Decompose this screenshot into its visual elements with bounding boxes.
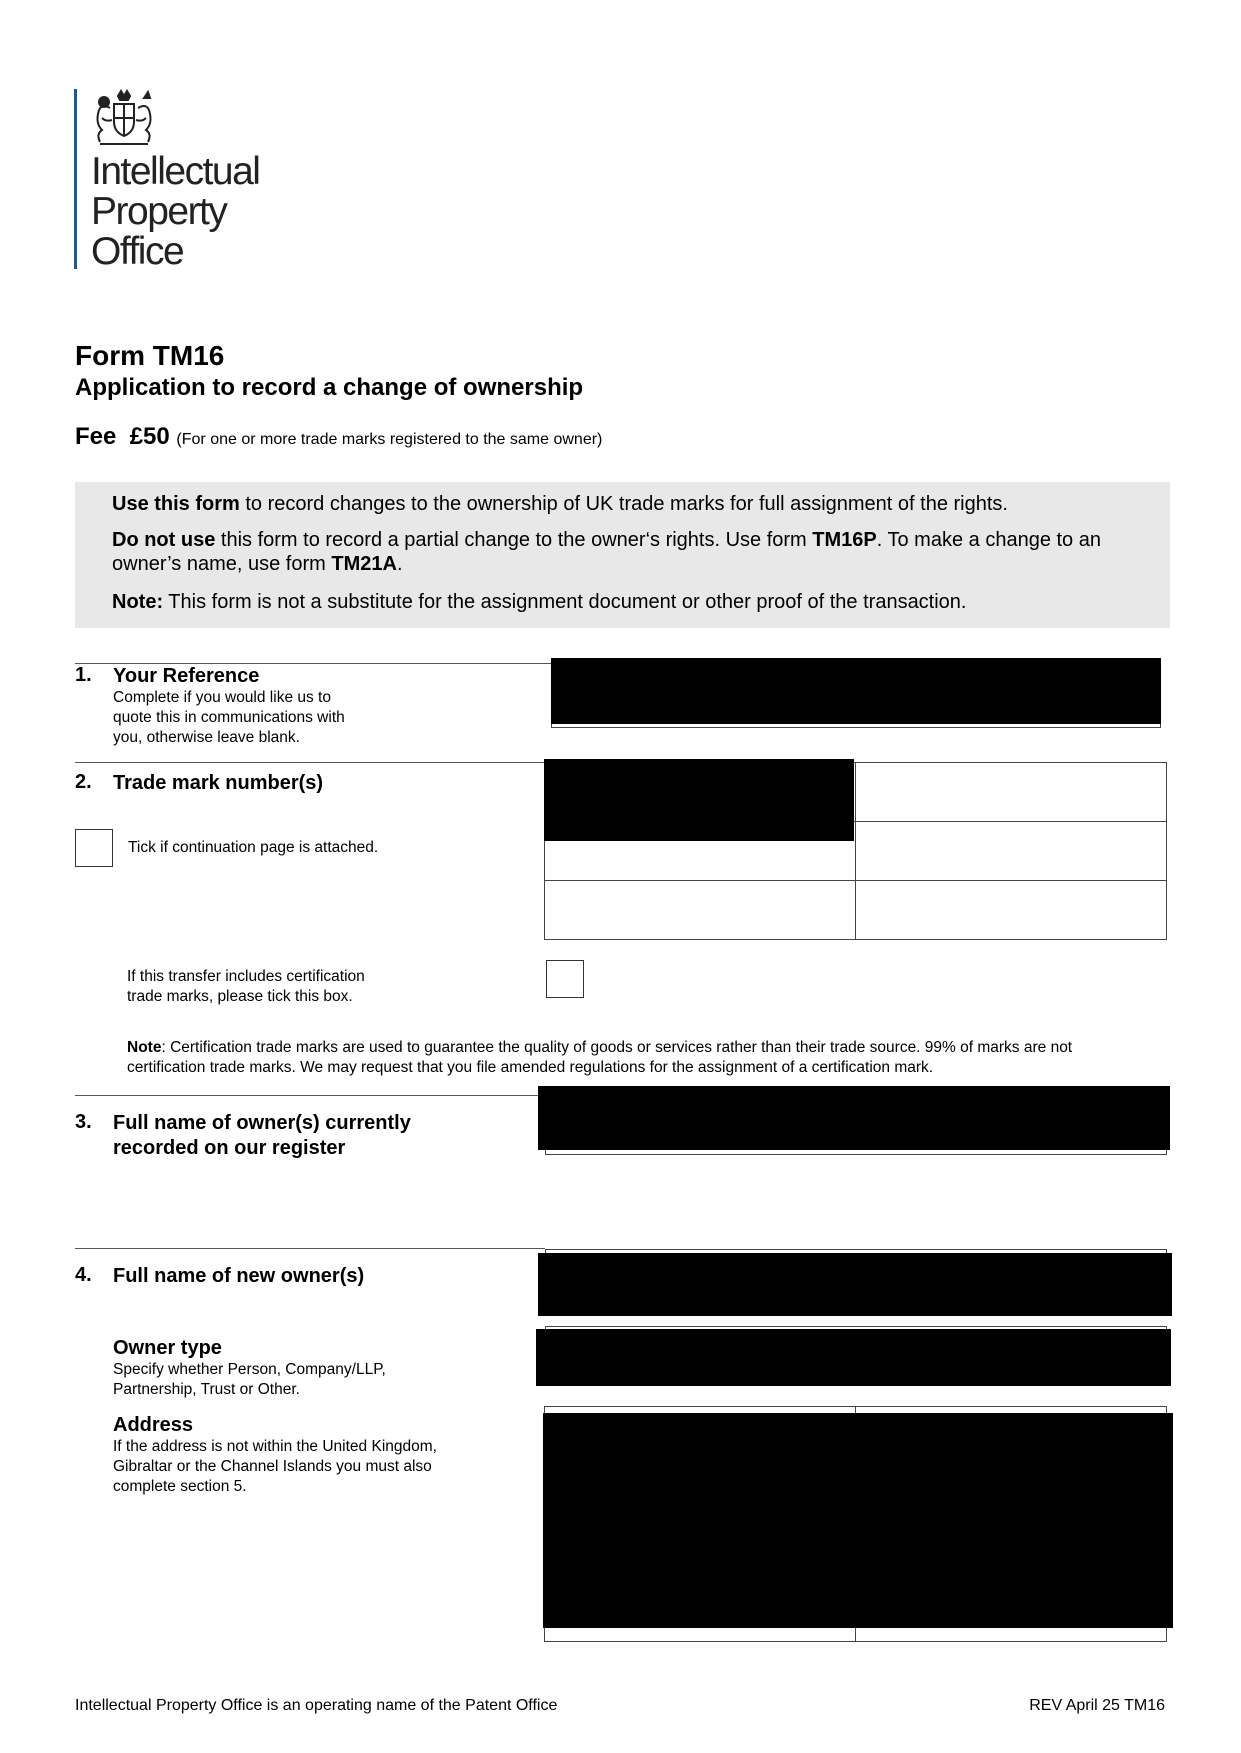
section-2-title: Trade mark number(s) <box>113 772 324 794</box>
logo-accent-bar <box>74 89 77 269</box>
logo-line-1: Intellectual <box>91 150 260 193</box>
redaction-block <box>543 1413 1173 1628</box>
section-1-description: Complete if you would like us to quote this in communications with you, otherwise leave blank. <box>113 689 345 746</box>
redaction-block <box>551 658 1161 724</box>
redaction-block <box>536 1329 1171 1386</box>
info-do-not-use: Do not use this form to record a partial change to the owner‘s rights. Use form TM16P. To make a change to an owner’s name, use form TM21A. <box>112 529 1101 575</box>
section-3-number: 3. <box>75 1111 92 1133</box>
continuation-page-checkbox[interactable] <box>75 829 113 867</box>
footer-left: Intellectual Property Office is an operating name of the Patent Office <box>75 1697 558 1714</box>
trade-mark-number-field-2[interactable] <box>855 762 1167 822</box>
footer-right: REV April 25 TM16 <box>1029 1697 1165 1714</box>
fee-note: (For one or more trade marks registered to the same owner) <box>176 431 603 448</box>
address-title: Address <box>113 1414 194 1436</box>
form-subtitle: Application to record a change of ownership <box>75 374 584 401</box>
logo-line-2: Property <box>91 190 227 233</box>
redaction-block <box>538 1253 1172 1316</box>
section-4-title: Full name of new owner(s) <box>113 1265 365 1287</box>
section-1-number: 1. <box>75 664 92 686</box>
redaction-block <box>538 1086 1170 1150</box>
section-3-rule <box>75 1095 545 1096</box>
trade-mark-number-field-4[interactable] <box>855 821 1167 881</box>
trade-mark-number-field-6[interactable] <box>855 880 1167 940</box>
owner-type-description: Specify whether Person, Company/LLP, Partnership, Trust or Other. <box>113 1361 386 1398</box>
address-description: If the address is not within the United Kingdom, Gibraltar or the Channel Islands you must also complete section 5. <box>113 1438 437 1495</box>
section-4-rule <box>75 1248 545 1249</box>
ipo-logo-wordmark <box>91 152 259 272</box>
certification-checkbox[interactable] <box>546 960 584 998</box>
info-note: Note: This form is not a substitute for the assignment document or other proof of the transaction. <box>112 591 967 613</box>
continuation-page-label: Tick if continuation page is attached. <box>128 839 379 856</box>
logo-line-3: Office <box>91 230 184 273</box>
trade-mark-number-field-5[interactable] <box>544 880 856 940</box>
section-3-title: Full name of owner(s) currently recorded on our register <box>113 1112 411 1159</box>
royal-coat-of-arms-icon <box>88 88 160 148</box>
info-use-this-form: Use this form to record changes to the ownership of UK trade marks for full assignment of the rights. <box>112 493 1008 515</box>
section-4-number: 4. <box>75 1264 92 1286</box>
owner-type-title: Owner type <box>113 1337 222 1359</box>
section-1-title: Your Reference <box>113 665 260 687</box>
section-2-rule <box>75 762 545 763</box>
fee-amount: £50 <box>129 423 170 450</box>
redaction-block <box>544 759 854 841</box>
form-title: Form TM16 <box>75 340 225 371</box>
section-2-number: 2. <box>75 771 92 793</box>
certification-label: If this transfer includes certification trade marks, please tick this box. <box>127 968 365 1005</box>
fee-line <box>75 423 602 451</box>
certification-note: Note: Certification trade marks are used to guarantee the quality of goods or services rather than their trade source. 99% of marks are not certification trade marks. We may request that you file amended regulations for the assignment of a certification mark. <box>127 1039 1073 1076</box>
fee-label: Fee <box>75 423 117 450</box>
